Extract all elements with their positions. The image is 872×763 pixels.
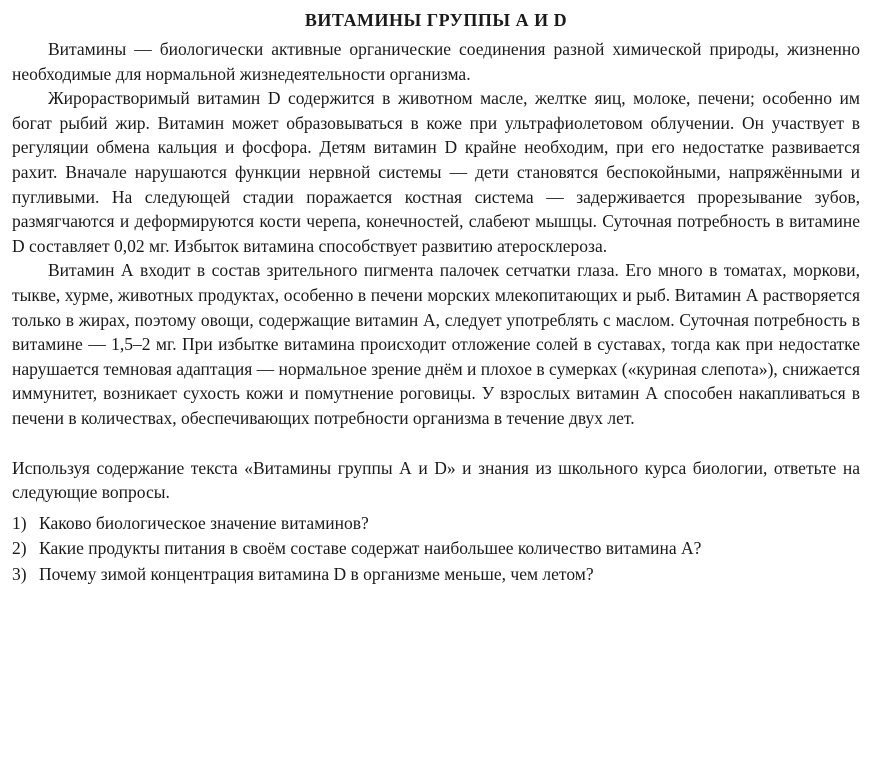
question-item: [12, 536, 860, 561]
question-item: [12, 511, 860, 536]
question-text: Какие продукты питания в своём составе содержат наибольшее количество витамина А?: [39, 538, 702, 559]
question-number: 3): [12, 563, 27, 584]
paragraph-vitamin-d: Жирорастворимый витамин D содержится в животном масле, желтке яиц, молоке, печени; особенно им богат рыбий жир. Витамин может образовываться в коже при ультрафиолетовом облучении. Он участвует в регуляции обмена кальция и фосфора. Детям витамин D крайне необходим, при его недостатке развивается рахит. Вначале нарушаются функции нервной системы — дети становятся беспокойными, напряжёнными и пугливыми. На следующей стадии поражается костная система — задерживается прорезывание зубов, размягчаются и деформируются кости черепа, конечностей, слабеют мышцы. Суточная потребность в витамине D составляет 0,02 мг. Избыток витамина способствует развитию атеросклероза.: [12, 88, 860, 256]
paragraph-vitamin-a: Витамин А входит в состав зрительного пигмента палочек сетчатки глаза. Его много в томатах, моркови, тыкве, хурме, животных продуктах, особенно в печени морских млекопитающих и рыб. Витамин А растворяется только в жирах, поэтому овощи, содержащие витамин А, следует употреблять с маслом. Суточная потребность в витамине — 1,5–2 мг. При избытке витамина происходит отложение солей в суставах, тогда как при недостатке нарушается темновая адаптация — нормальное зрение днём и плохое в сумерках («куриная слепота»), снижается иммунитет, возникает сухость кожи и помутнение роговицы. У взрослых витамин А способен накапливаться в печени в количествах, обеспечивающих потребности организма в течение двух лет.: [12, 260, 860, 428]
question-number: 2): [12, 538, 27, 559]
section-gap: [12, 431, 860, 456]
document-title: ВИТАМИНЫ ГРУППЫ А И D: [304, 10, 568, 30]
paragraph-vitamins-definition: Витамины — биологически активные органические соединения разной химической природы, жизненно необходимые для нормальной жизнедеятельности организма.: [12, 39, 860, 84]
question-item: [12, 562, 860, 587]
task-instruction: Используя содержание текста «Витамины группы А и D» и знания из школьного курса биологии, ответьте на следующие вопросы.: [12, 457, 860, 503]
question-number: 1): [12, 512, 27, 533]
question-list: [12, 511, 860, 587]
question-text: Почему зимой концентрация витамина D в организме меньше, чем летом?: [39, 563, 594, 584]
question-text: Каково биологическое значение витаминов?: [39, 512, 369, 533]
